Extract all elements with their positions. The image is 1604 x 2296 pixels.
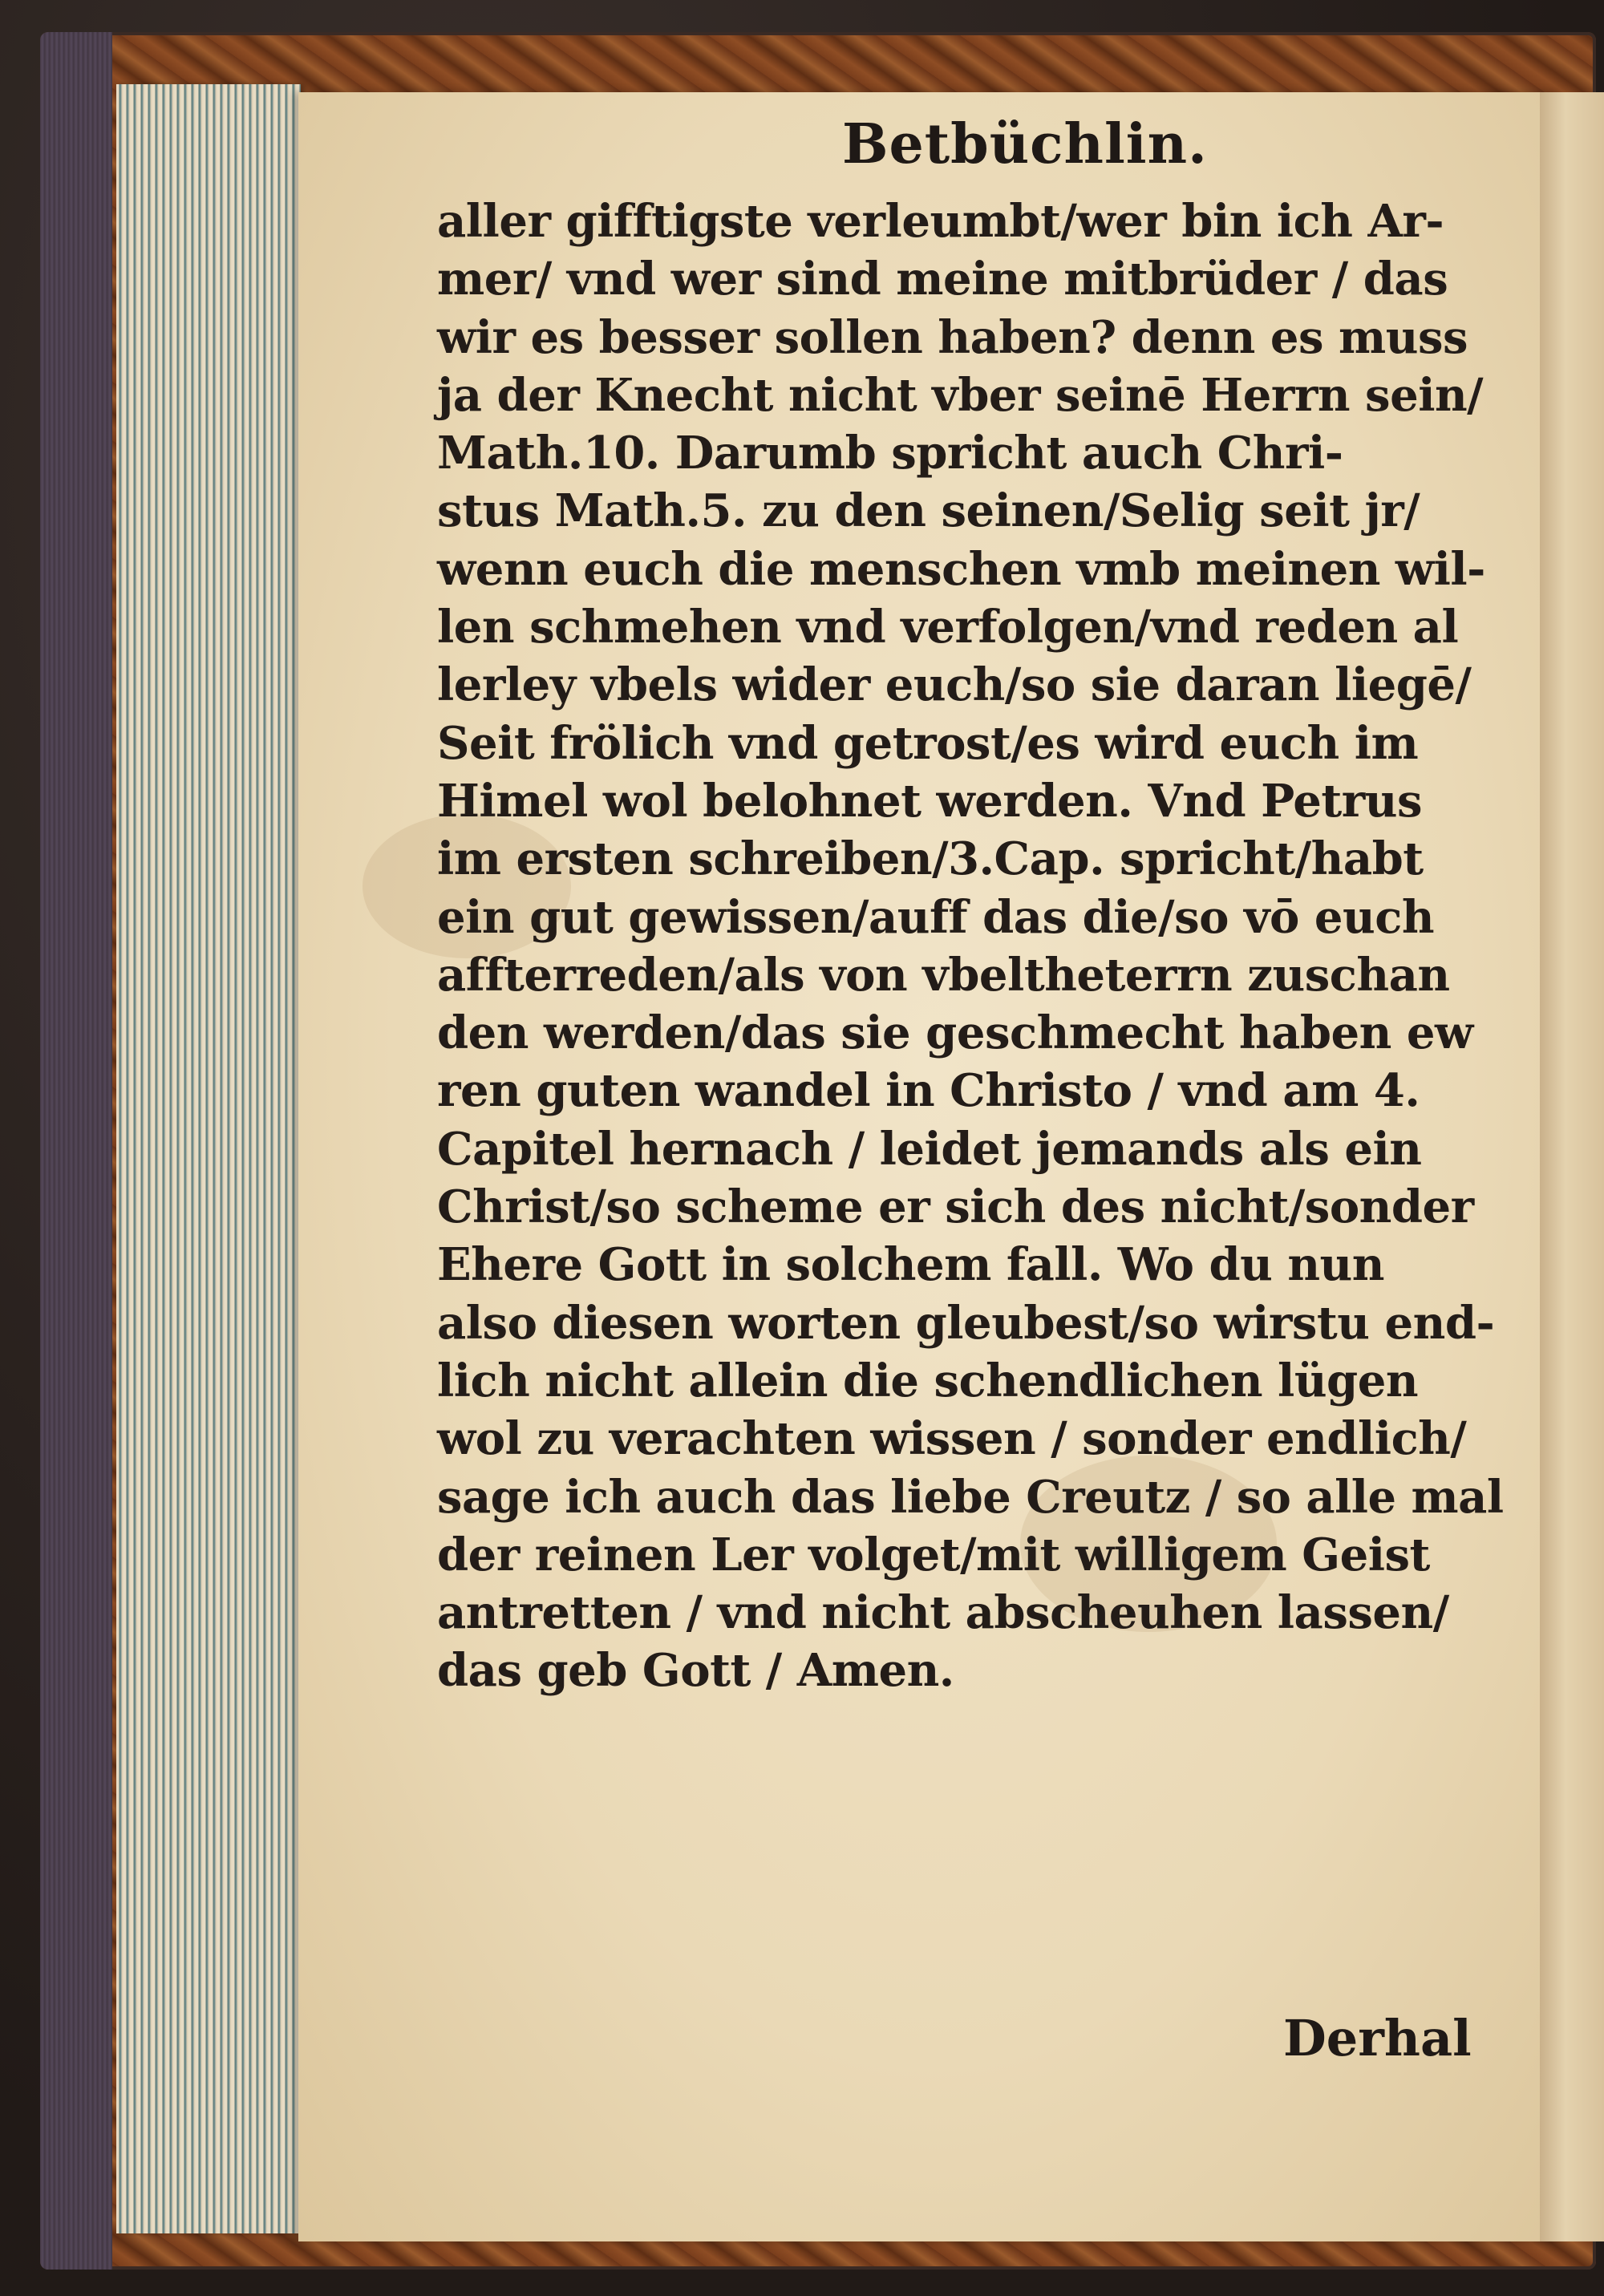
text-line: mer/ vnd wer sind meine mitbrüder / das [437, 253, 1448, 306]
text-line: Himel wol belohnet werden. Vnd Petrus [437, 774, 1422, 828]
text-line: affterreden/als von vbeltheterrn zuschan [437, 948, 1450, 1002]
text-line: Capitel hernach / leidet jemands als ein [437, 1122, 1422, 1176]
text-line: lerley vbels wider euch/so sie daran liegē/ [437, 658, 1472, 712]
text-line: den werden/das sie geschmecht haben ew [437, 1006, 1473, 1060]
text-line: ja der Knecht nicht vber seinē Herrn sein/ [437, 368, 1484, 422]
text-line: Ehere Gott in solchem fall. Wo du nun [437, 1238, 1384, 1292]
text-line: im ersten schreiben/3.Cap. spricht/habt [437, 832, 1424, 886]
text-line: aller gifftigste verleumbt/wer bin ich Ar- [437, 195, 1444, 248]
text-line: stus Math.5. zu den seinen/Selig seit jr/ [437, 484, 1420, 538]
text-line: wir es besser sollen haben? denn es muss [437, 310, 1468, 364]
text-line: der reinen Ler volget/mit willigem Geist [437, 1528, 1430, 1581]
text-line: Seit frölich vnd getrost/es wird euch im [437, 716, 1419, 770]
running-header: Betbüchlin. [842, 112, 1208, 176]
text-line: wenn euch die menschen vmb meinen wil- [437, 542, 1485, 596]
text-line: Math.10. Darumb spricht auch Chri- [437, 427, 1343, 480]
text-line: das geb Gott / Amen. [437, 1644, 954, 1698]
page-edges [116, 84, 301, 2233]
text-line: ren guten wandel in Christo / vnd am 4. [437, 1064, 1420, 1118]
text-line: len schmehen vnd verfolgen/vnd reden al [437, 601, 1459, 654]
page-gutter [1540, 92, 1604, 2241]
text-line: antretten / vnd nicht abscheuhen lassen/ [437, 1586, 1449, 1640]
text-line: Christ/so scheme er sich des nicht/sonder [437, 1180, 1474, 1234]
catchword: Derhal [1283, 2009, 1472, 2067]
text-line: also diesen worten gleubest/so wirstu end- [437, 1296, 1495, 1350]
text-line: sage ich auch das liebe Creutz / so alle mal [437, 1470, 1504, 1524]
text-line: ein gut gewissen/auff das die/so vō euch [437, 890, 1435, 944]
text-line: lich nicht allein die schendlichen lügen [437, 1354, 1419, 1407]
body-text [437, 192, 1504, 1700]
book-spine [40, 32, 112, 2270]
text-line: wol zu verachten wissen / sonder endlich/ [437, 1412, 1467, 1466]
